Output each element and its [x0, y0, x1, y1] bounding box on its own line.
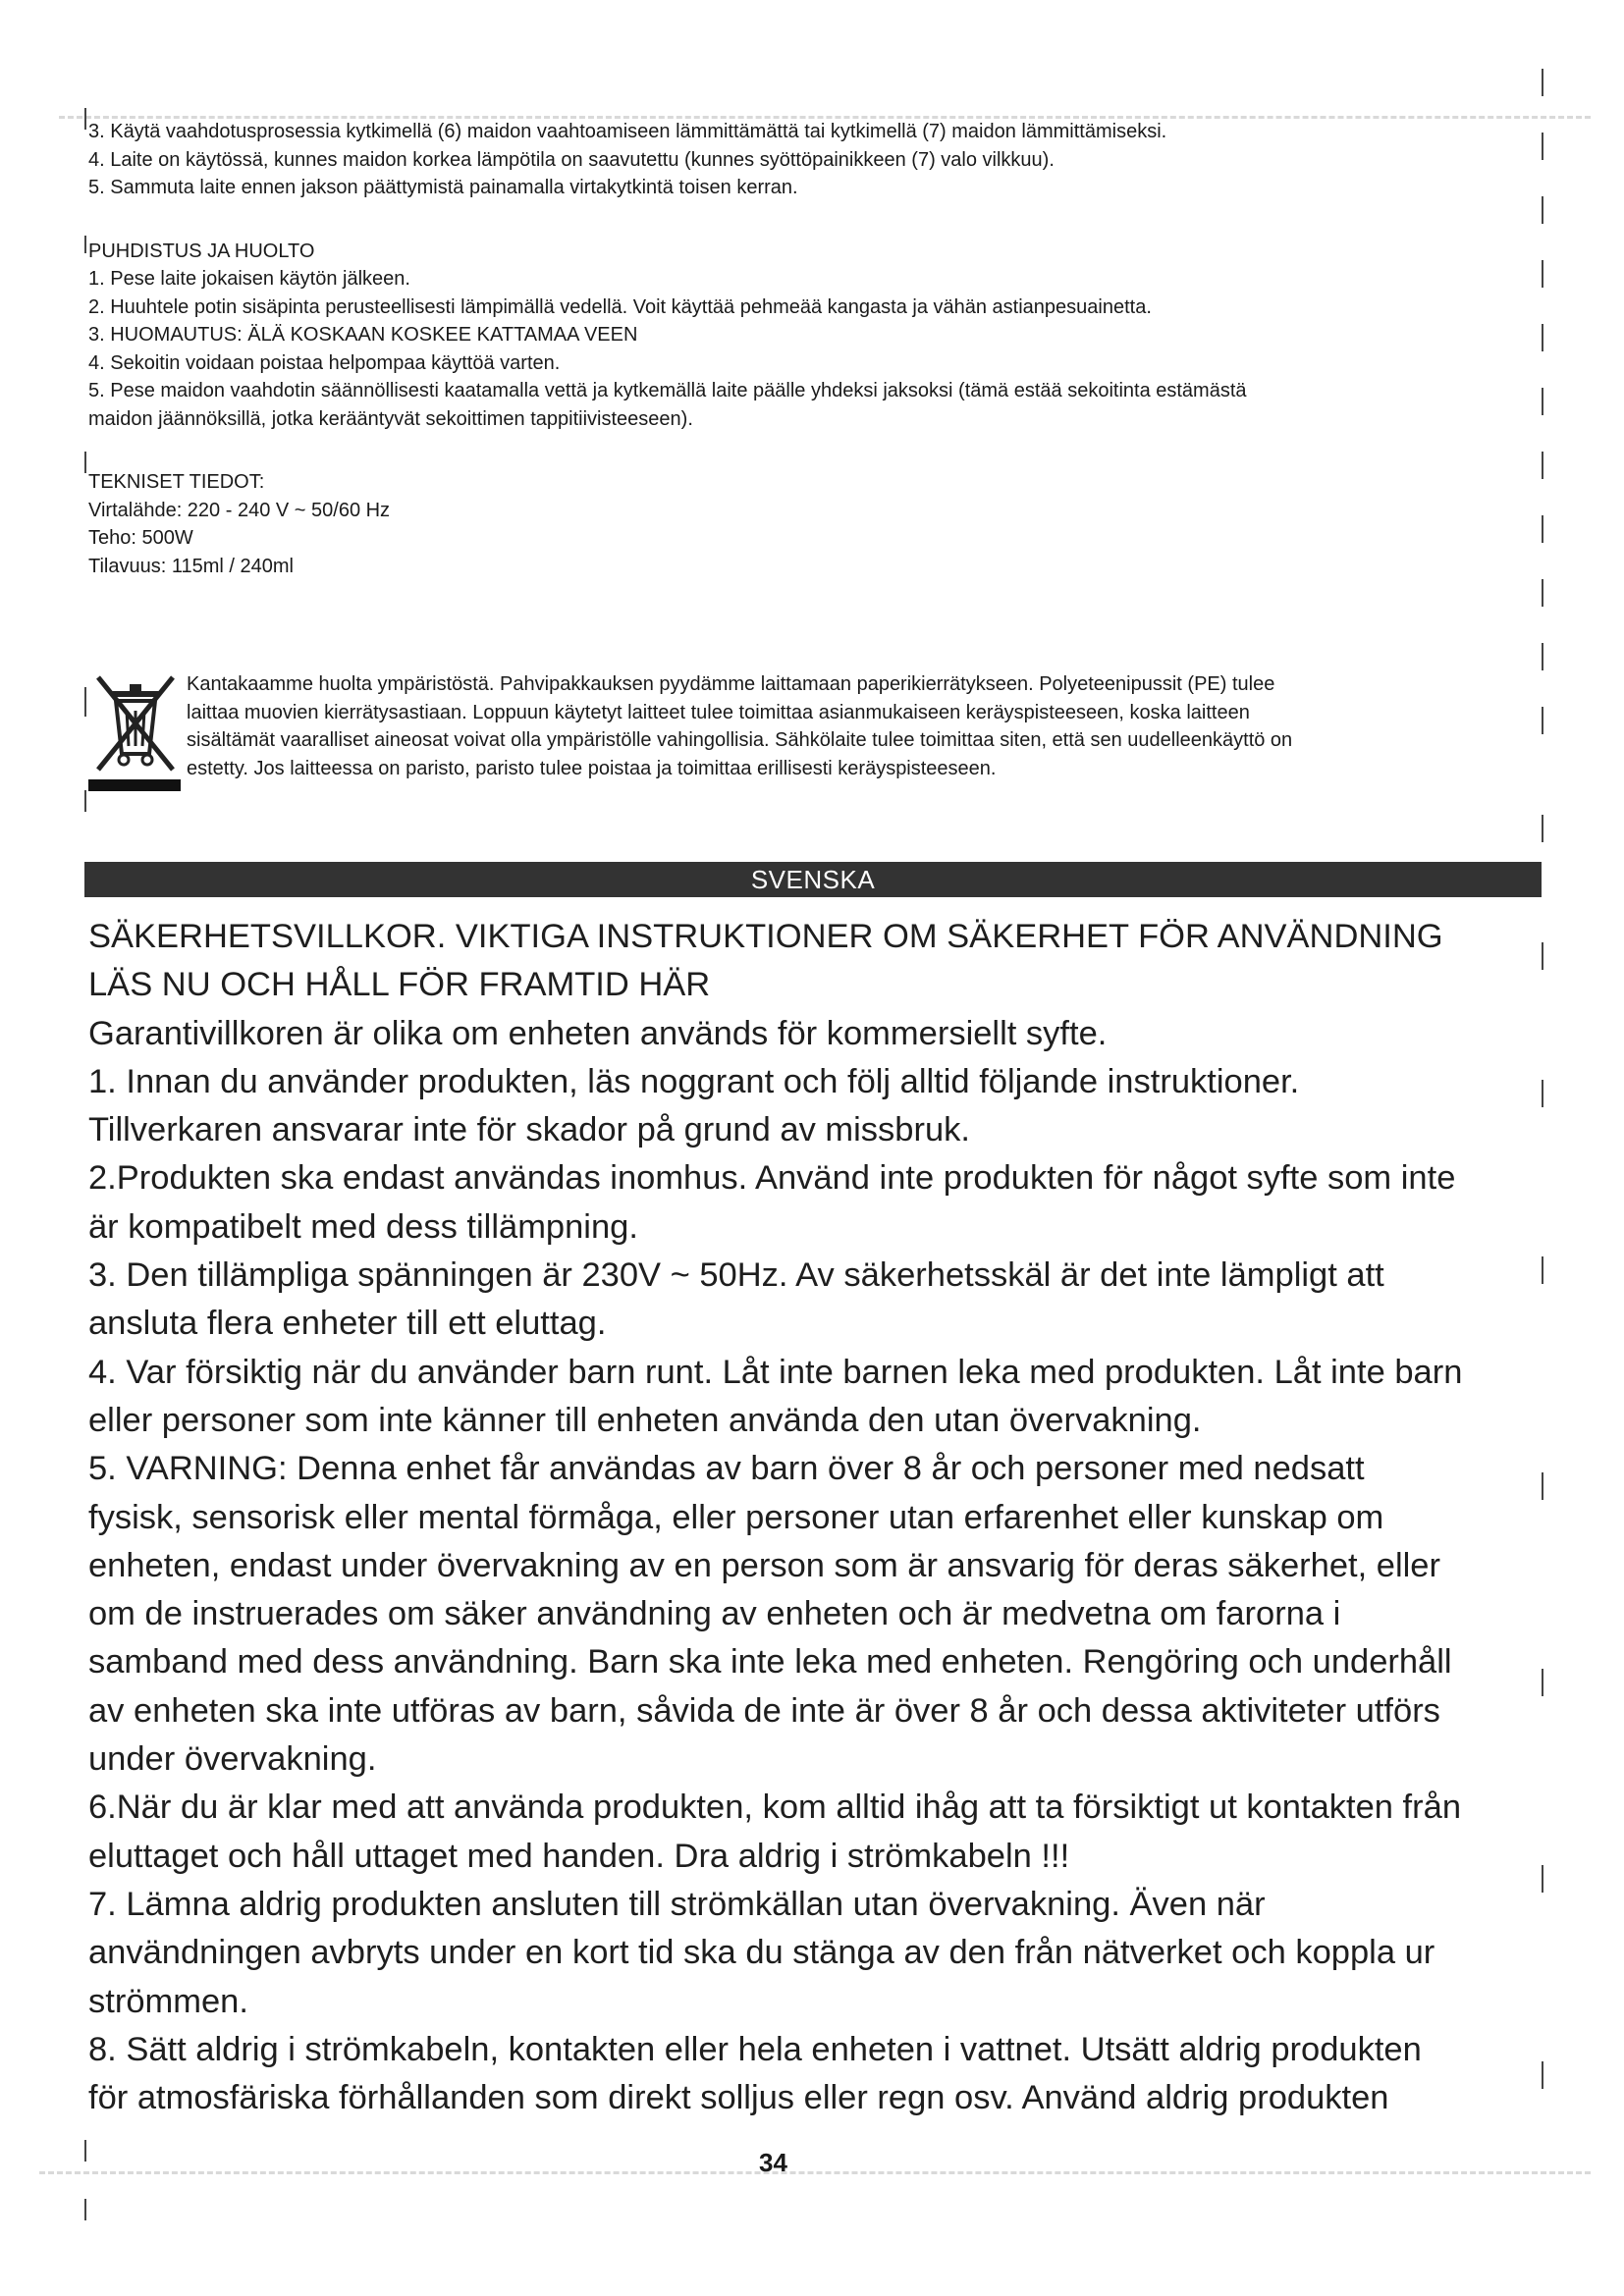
left-margin-mark — [84, 2199, 86, 2220]
swedish-line: 8. Sätt aldrig i strömkabeln, kontakten eller hela enheten i vattnet. Utsätt aldrig produkten — [88, 2030, 1422, 2068]
page-number: 34 — [759, 2148, 787, 2177]
swedish-line: 2.Produkten ska endast användas inomhus. Använd inte produkten för något syfte som inte — [88, 1159, 1456, 1198]
swedish-line: Tillverkaren ansvarar inte för skador på grund av missbruk. — [88, 1111, 971, 1149]
swedish-line: SÄKERHETSVILLKOR. VIKTIGA INSTRUKTIONER OM SÄKERHET FÖR ANVÄNDNING — [88, 918, 1443, 955]
environment-line: laittaa muovien kierrätysastiaan. Loppuun käytetyt laitteet tulee toimittaa asianmukaiseen keräyspisteeseen, koska laitteen — [187, 701, 1250, 723]
swedish-line: 4. Var försiktig när du använder barn runt. Låt inte barnen leka med produkten. Låt inte barn — [88, 1353, 1463, 1391]
swedish-line: eller personer som inte känner till enheten använda den utan övervakning. — [88, 1401, 1202, 1439]
swedish-line: LÄS NU OCH HÅLL FÖR FRAMTID HÄR — [88, 966, 711, 1004]
swedish-line: strömmen. — [88, 1982, 248, 2020]
swedish-section — [88, 913, 1551, 2122]
right-margin-mark — [1542, 260, 1543, 288]
cleaning-line: 3. HUOMAUTUS: ÄLÄ KOSKAAN KOSKEE KATTAMAA VEEN — [88, 324, 638, 346]
left-margin-mark — [84, 236, 86, 253]
tech-line: Teho: 500W — [88, 527, 193, 549]
cleaning-line: 4. Sekoitin voidaan poistaa helpompaa käyttöä varten. — [88, 351, 561, 374]
swedish-line: 7. Lämna aldrig produkten ansluten till strömkällan utan övervakning. Även när — [88, 1885, 1266, 1923]
tech-line: Tilavuus: 115ml / 240ml — [88, 555, 294, 577]
right-margin-mark — [1542, 324, 1543, 351]
right-margin-mark — [1542, 388, 1543, 415]
finnish-step: 5. Sammuta laite ennen jakson päättymistä painamalla virtakytkintä toisen kerran. — [88, 177, 798, 198]
left-margin-mark — [84, 108, 86, 130]
weee-bin-icon — [84, 667, 183, 795]
swedish-line: 5. VARNING: Denna enhet får användas av barn över 8 år och personer med nedsatt — [88, 1450, 1365, 1488]
swedish-line: för atmosfäriska förhållanden som direkt solljus eller regn osv. Använd aldrig produkten — [88, 2079, 1389, 2117]
swedish-line: 6.När du är klar med att använda produkten, kom alltid ihåg att ta försiktigt ut kontakten från — [88, 1789, 1462, 1827]
left-margin-mark — [84, 452, 86, 473]
swedish-line: Garantivillkoren är olika om enheten används för kommersiellt syfte. — [88, 1014, 1108, 1052]
cleaning-heading: PUHDISTUS JA HUOLTO — [88, 240, 315, 262]
right-margin-mark — [1542, 452, 1543, 479]
swedish-line: 3. Den tillämpliga spänningen är 230V ~ 50Hz. Av säkerhetsskäl är det inte lämpligt att — [88, 1256, 1384, 1295]
swedish-line: är kompatibelt med dess tillämpning. — [88, 1207, 638, 1246]
tech-line: Virtalähde: 220 - 240 V ~ 50/60 Hz — [88, 499, 391, 521]
swedish-line: fysisk, sensorisk eller mental förmåga, eller personer utan erfarenhet eller kunskap om — [88, 1498, 1384, 1536]
swedish-line: eluttaget och håll uttaget med handen. Dra aldrig i strömkabeln !!! — [88, 1837, 1070, 1875]
right-margin-mark — [1542, 133, 1543, 160]
right-margin-mark — [1542, 815, 1543, 842]
swedish-line: 1. Innan du använder produkten, läs noggrant och följ alltid följande instruktioner. — [88, 1062, 1300, 1100]
swedish-line: av enheten ska inte utföras av barn, såvida de inte är över 8 år och dessa aktiviteter utförs — [88, 1691, 1440, 1730]
language-section-bar: SVENSKA — [84, 862, 1542, 897]
right-margin-mark — [1542, 515, 1543, 543]
cleaning-line: 1. Pese laite jokaisen käytön jälkeen. — [88, 268, 410, 290]
finnish-step: 4. Laite on käytössä, kunnes maidon korkea lämpötila on saavutettu (kunnes syöttöpainikkeen (7) valo vilkkuu). — [88, 148, 1055, 171]
finnish-step: 3. Käytä vaahdotusprosessia kytkimellä (6) maidon vaahtoamiseen lämmittämättä tai kytkimellä (7) maidon lämmittämiseksi. — [88, 121, 1167, 142]
right-margin-mark — [1542, 643, 1543, 670]
right-margin-mark — [1542, 579, 1543, 607]
finnish-section — [88, 118, 1542, 580]
swedish-line: användningen avbryts under en kort tid ska du stänga av den från nätverket och koppla ur — [88, 1934, 1435, 1972]
environment-line: sisältämät vaaralliset aineosat voivat olla ympäristölle vahingollisia. Sähkölaite tulee toimittaa siten, että sen uudelleenkäyttö on — [187, 729, 1293, 751]
cleaning-line: 5. Pese maidon vaahdotin säännöllisesti kaatamalla vettä ja kytkemällä laite päälle yhdeksi jaksoksi (tämä estää sekoitinta estämästä — [88, 380, 1247, 401]
swedish-line: enheten, endast under övervakning av en person som är ansvarig för deras säkerhet, eller — [88, 1546, 1440, 1584]
environment-notice — [187, 670, 1561, 782]
right-margin-mark — [1542, 196, 1543, 224]
environment-line: Kantakaamme huolta ympäristöstä. Pahvipakkauksen pyydämme laittamaan paperikierrätykseen. Polyeteenipussit (PE) tulee — [187, 673, 1275, 695]
cleaning-line: maidon jäännöksillä, jotka kerääntyvät sekoittimen tappitiivisteeseen). — [88, 407, 693, 430]
tech-heading: TEKNISET TIEDOT: — [88, 471, 265, 493]
swedish-line: om de instruerades om säker användning av enheten och är medvetna om farorna i — [88, 1595, 1341, 1633]
cleaning-line: 2. Huuhtele potin sisäpinta perusteellisesti lämpimällä vedellä. Voit käyttää pehmeää kangasta ja vähän astianpesuainetta. — [88, 295, 1152, 318]
swedish-line: ansluta flera enheter till ett eluttag. — [88, 1305, 607, 1343]
environment-line: estetty. Jos laitteessa on paristo, paristo tulee poistaa ja toimittaa erillisesti keräyspisteeseen. — [187, 757, 997, 779]
swedish-line: under övervakning. — [88, 1740, 377, 1779]
right-margin-mark — [1542, 69, 1543, 96]
swedish-line: samband med dess användning. Barn ska inte leka med enheten. Rengöring och underhåll — [88, 1643, 1452, 1682]
